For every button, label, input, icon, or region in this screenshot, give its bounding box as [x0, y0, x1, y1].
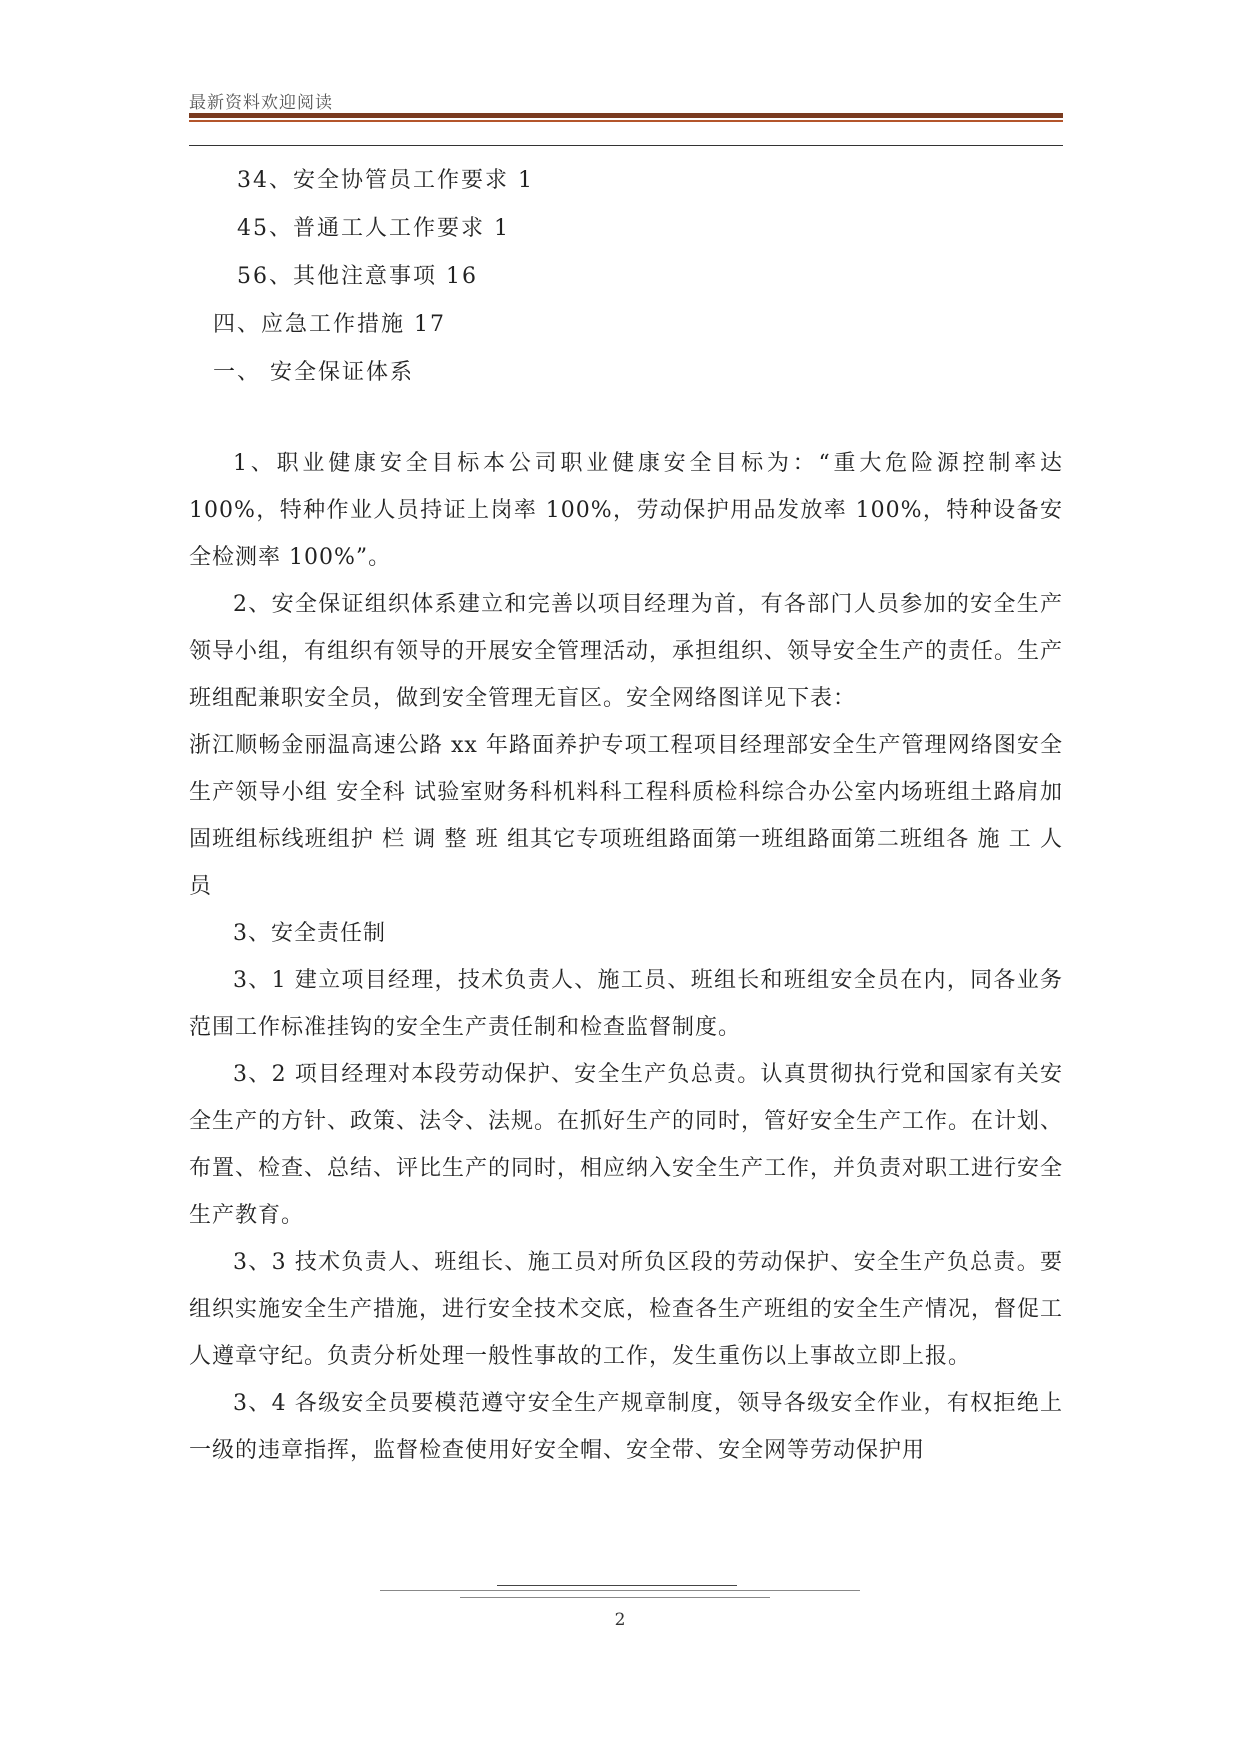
toc-entry: 34、安全协管员工作要求 1 — [237, 168, 534, 193]
body-content — [189, 440, 1063, 1474]
running-header-title: 最新资料欢迎阅读 — [189, 93, 333, 113]
footer-rule — [460, 1597, 770, 1598]
header-rule-thin — [189, 145, 1063, 146]
paragraph: 3、3 技术负责人、班组长、施工员对所负区段的劳动保护、安全生产负总责。要组织实施安全生产措施，进行安全技术交底，检查各生产班组的安全生产情况，督促工人遵章守纪。负责分析处理一般性事故的工作，发生重伤以上事故立即上报。 — [189, 1250, 1064, 1369]
page-number: 2 — [614, 1610, 626, 1630]
toc-entry: 四、应急工作措施 17 — [213, 312, 446, 337]
paragraph: 1、职业健康安全目标本公司职业健康安全目标为：“重大危险源控制率达 100%，特种作业人员持证上岗率 100%，劳动保护用品发放率 100%，特种设备安全检测率 100%”。 — [189, 451, 1063, 570]
header-rule-thick — [189, 113, 1063, 118]
paragraph: 3、2 项目经理对本段劳动保护、安全生产负总责。认真贯彻执行党和国家有关安全生产的方针、政策、法令、法规。在抓好生产的同时，管好安全生产工作。在计划、布置、检查、总结、评比生产的同时，相应纳入安全生产工作，并负责对职工进行安全生产教育。 — [189, 1062, 1064, 1228]
paragraph: 2、安全保证组织体系建立和完善以项目经理为首，有各部门人员参加的安全生产领导小组，有组织有领导的开展安全管理活动，承担组织、领导安全生产的责任。生产班组配兼职安全员，做到安全管理无盲区。安全网络图详见下表： — [189, 592, 1064, 711]
section-heading: 一、 安全保证体系 — [213, 360, 414, 385]
network-diagram-text: 浙江顺畅金丽温高速公路 xx 年路面养护专项工程项目经理部安全生产管理网络图安全生产领导小组 安全科 试验室财务科机料科工程科质检科综合办公室内场班组土路肩加固班组标线班组护 栏 调 整 班 组其它专项班组路面第一班组路面第二班组各 施 工 人 员 — [189, 733, 1063, 899]
paragraph: 3、4 各级安全员要模范遵守安全生产规章制度，领导各级安全作业，有权拒绝上一级的违章指挥，监督检查使用好安全帽、安全带、安全网等劳动保护用 — [189, 1391, 1063, 1463]
footer-rule — [380, 1590, 860, 1591]
toc-entry: 45、普通工人工作要求 1 — [237, 216, 510, 241]
footer-rule — [497, 1585, 737, 1586]
paragraph-heading: 3、安全责任制 — [233, 921, 386, 946]
paragraph: 3、1 建立项目经理，技术负责人、施工员、班组长和班组安全员在内，同各业务范围工作标准挂钩的安全生产责任制和检查监督制度。 — [189, 968, 1063, 1040]
header-rule-accent — [189, 120, 1063, 122]
toc-entry: 56、其他注意事项 16 — [237, 264, 478, 289]
